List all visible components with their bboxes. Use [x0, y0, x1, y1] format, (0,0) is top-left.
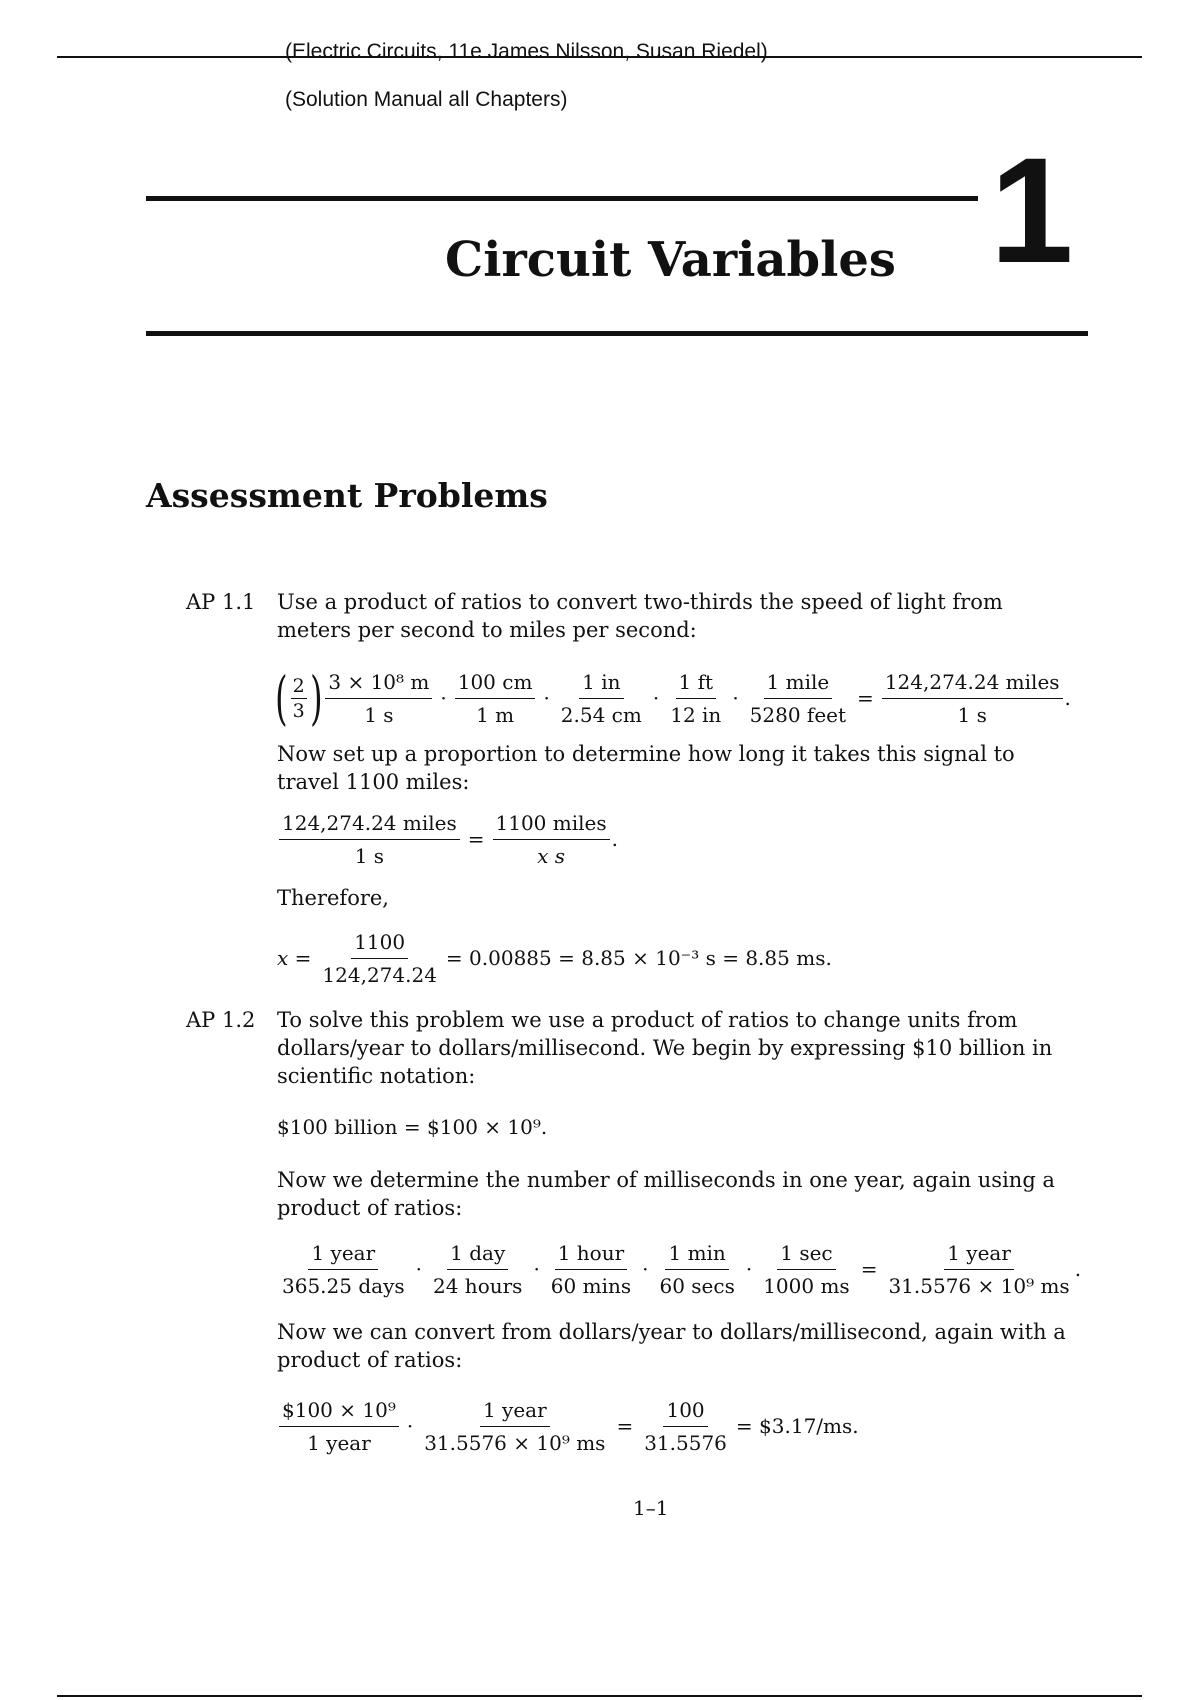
- simplified-fraction: $\frac{100}{31.5576}$: [644, 1397, 727, 1455]
- ap11-intro: Use a product of ratios to convert two-thirds the speed of light from meters per second to miles per second:: [277, 590, 1003, 642]
- footer-rule: [57, 1695, 1142, 1697]
- ap12-intro: To solve this problem we use a product of ratios to change units from dollars/year to dollars/millisecond. We begin by expressing $10 billion in scientific notation:: [277, 1008, 1053, 1088]
- problem-label-ap11: AP 1.1: [186, 590, 256, 614]
- result-fraction: $\frac{\text{124,274.24 miles}}{1 s}$: [882, 669, 1063, 728]
- cm-per-m-fraction: $\frac{100 cm}{1 m}$: [455, 669, 536, 728]
- speed-fraction: $\frac{\text{3 × 10⁸ m}}{1 s}$: [325, 669, 432, 728]
- ap12-scientific-notation: $100 billion = $100 × 10⁹.: [277, 1115, 548, 1139]
- manual-subtitle-header: (Solution Manual all Chapters): [285, 88, 568, 111]
- left-paren: (: [275, 664, 288, 732]
- in-per-cm-fraction: $\frac{1 in}{2.54 cm}$: [560, 669, 642, 727]
- proportion-right-fraction: $\frac{\text{1100 miles}}{\text{x s}}$: [493, 810, 610, 869]
- ap11-proportion-text: Now set up a proportion to determine how long it takes this signal to travel 1100 miles:: [277, 742, 1015, 794]
- two-thirds-fraction: $\frac{2}{3}$: [292, 674, 305, 722]
- min-per-secs-fraction: $\frac{1 \min}{60 \sec s}$: [659, 1240, 735, 1298]
- mile-per-ft-fraction: $\frac{\text{1 mile}}{\text{5280 feet}}$: [749, 669, 847, 727]
- chapter-bottom-rule: [146, 331, 1088, 336]
- ap12-ms-text: Now we determine the number of milliseconds in one year, again using a product of ratios:: [277, 1168, 1055, 1220]
- ap11-result-equation: x = $\frac{1100}{124,274.24}$ = 0.00885 = 8.85 × 10⁻³ s = 8.85 ms.: [277, 929, 832, 987]
- ap12-convert-text: Now we can convert from dollars/year to dollars/millisecond, again with a product of ratios:: [277, 1320, 1066, 1372]
- chapter-number: 1: [990, 126, 1074, 294]
- ap11-therefore: Therefore,: [277, 886, 389, 910]
- hour-per-mins-fraction: $\frac{\text{1 hour}}{60 \min s}$: [550, 1240, 632, 1298]
- dollars-per-year-fraction: $\frac{\text{\$100 × 10⁹}}{\text{1 year}}$: [279, 1397, 399, 1456]
- day-per-hours-fraction: $\frac{\text{1 day}}{\text{24 hours}}$: [433, 1240, 523, 1298]
- chapter-title: Circuit Variables: [445, 232, 896, 288]
- year-per-ms-fraction: $\frac{\text{1 year}}{\text{31.5576 × 10⁹ ms}}$: [424, 1397, 606, 1455]
- ap11-proportion-equation: $\frac{\text{124,274.24 miles}}{1 s}$ = $\frac{\text{1100 miles}}{\text{x s}}$ .: [277, 806, 618, 872]
- right-paren: ): [309, 664, 323, 732]
- ap11-conversion-equation: ( $\frac{2}{3}$ ) $\frac{\text{3 × 10⁸ m}}{1 s}$ · $\frac{100 cm}{1 m}$ · $\frac{1 in}{2.54 cm}$ · $\frac{1 ft}{12 in}$ · $\frac{\text{1 mile}}{\text{5280 feet}}$ = $\frac{\text{124,274.24 miles}}{1 s}$ .: [275, 664, 1071, 732]
- page-number: 1–1: [633, 1496, 669, 1520]
- book-title-header: (Electric Circuits, 11e James Nilsson, Susan Riedel): [285, 40, 768, 63]
- time-fraction: $\frac{1100}{124,274.24}$: [322, 929, 437, 987]
- chapter-top-rule: [146, 196, 978, 201]
- ms-result-fraction: $\frac{\text{1 year}}{\text{31.5576 × 10⁹ ms}}$: [888, 1240, 1070, 1298]
- ap12-final-equation: $\frac{\text{\$100 × 10⁹}}{\text{1 year}}$ · $\frac{\text{1 year}}{\text{31.5576 × 10⁹ ms}}$ = $\frac{100}{31.5576}$ = $3.17/ms.: [277, 1393, 859, 1459]
- section-title: Assessment Problems: [146, 476, 548, 515]
- proportion-left-fraction: $\frac{\text{124,274.24 miles}}{1 s}$: [279, 810, 460, 869]
- problem-label-ap12: AP 1.2: [186, 1008, 256, 1032]
- year-per-days-fraction: $\frac{\text{1 year}}{\text{365.25 days}}$: [282, 1240, 405, 1298]
- ft-per-in-fraction: $\frac{1 ft}{12 in}$: [670, 669, 722, 727]
- sec-per-ms-fraction: $\frac{1 \sec}{1000 ms}$: [763, 1240, 850, 1298]
- ap12-ms-equation: $\frac{\text{1 year}}{\text{365.25 days}}$ · $\frac{\text{1 day}}{\text{24 hours}}$ · $\frac{\text{1 hour}}{60 \min s}$ · $\frac{1 \min}{60 \sec s}$ · $\frac{1 \sec}{1000 ms}$ = $\frac{\text{1 year}}{\text{31.5576 × 10⁹ ms}}$ .: [277, 1236, 1081, 1302]
